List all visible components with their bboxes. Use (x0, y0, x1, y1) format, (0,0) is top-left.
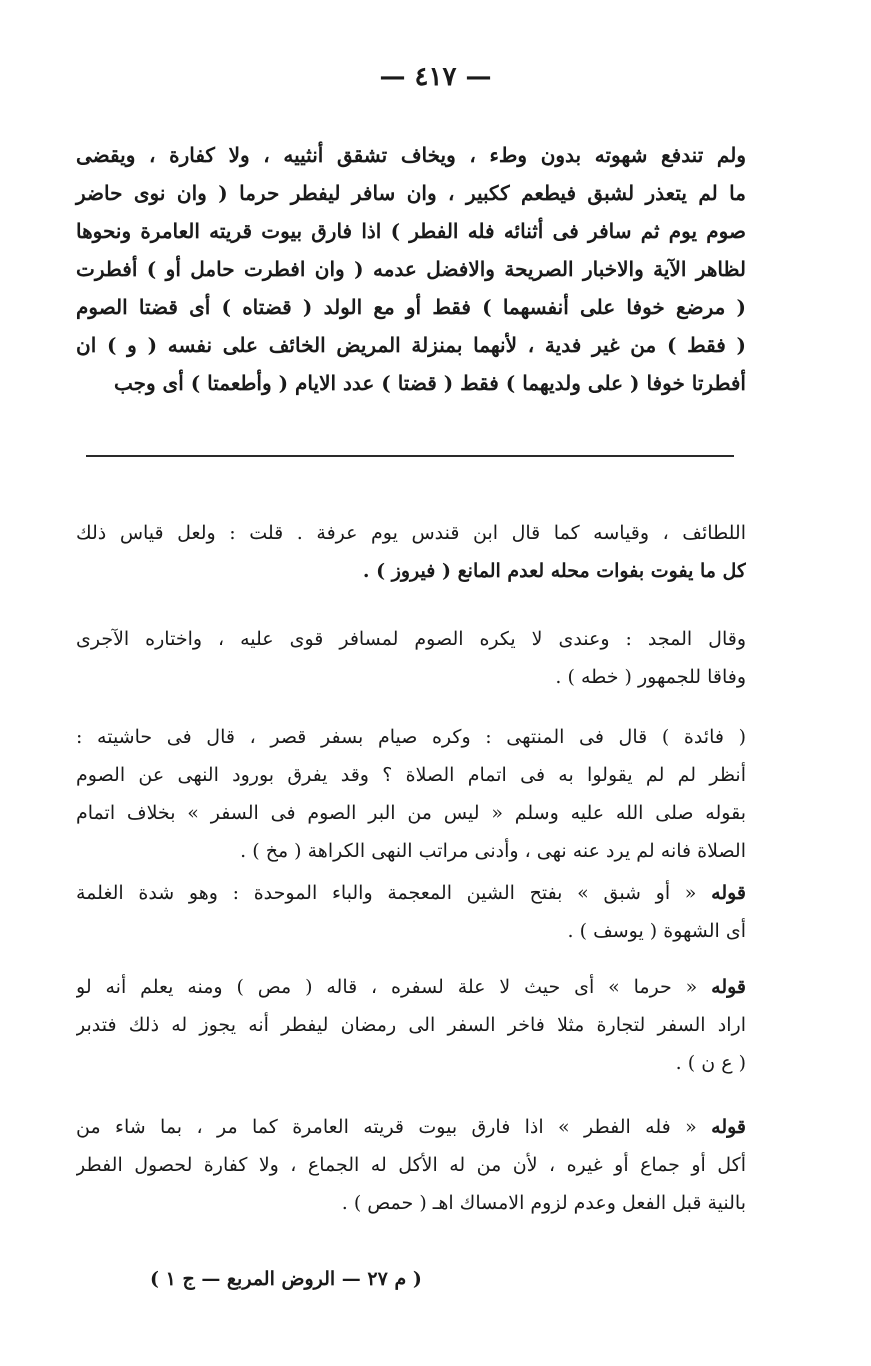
footnote-separator (86, 455, 734, 457)
main-text (76, 136, 746, 402)
note-line: بقوله صلى الله عليه وسلم « ليس من البر الصوم فى السفر » بخلاف اتمام (76, 802, 746, 824)
main-line: ولم تندفع شهوته بدون وطء ، ويخاف تشقق أنثييه ، ولا كفارة ، ويقضى (76, 143, 746, 167)
main-line: ما لم يتعذر لشبق فيطعم ككبير ، وان سافر ليفطر حرما ( وان نوى حاضر (76, 181, 746, 205)
note-keyword: قوله (711, 976, 746, 998)
note-lataif (76, 514, 746, 590)
note-keyword: قوله (711, 882, 746, 904)
note-text: « أو شبق » بفتح الشين المعجمة والباء الموحدة : وهو شدة الغلمة (76, 882, 697, 904)
note-line: وفاقا للجمهور ( خطه ) . (555, 666, 746, 688)
main-line: أفطرتا خوفا ( على ولديهما ) فقط ( قضتا ) عدد الايام ( وأطعمتا ) أى وجب (113, 371, 746, 395)
note-shabaq (76, 874, 746, 950)
page-number: — ٤١٧ — (379, 62, 492, 92)
note-line (76, 874, 746, 912)
note-line: اللطائف ، وقياسه كما قال ابن قندس يوم عرفة . قلت : ولعل قياس ذلك (76, 522, 746, 544)
main-line: ( فقط ) من غير فدية ، لأنهما بمنزلة المريض الخائف على نفسه ( و ) ان (76, 333, 746, 357)
main-line: صوم يوم ثم سافر فى أثنائه فله الفطر ) اذا فارق بيوت قريته العامرة ونحوها (76, 219, 746, 243)
note-keyword: قوله (711, 1116, 746, 1138)
note-line: أى الشهوة ( يوسف ) . (567, 920, 746, 942)
note-line: ( ع ن ) . (675, 1052, 746, 1074)
note-line: اراد السفر لتجارة مثلا فاخر السفر الى رمضان ليفطر أنه يجوز له ذلك فتدبر (76, 1014, 746, 1036)
page-footer: ( م ٢٧ — الروض المربع — ج ١ ) (150, 1268, 422, 1290)
note-line: كل ما يفوت بفوات محله لعدم المانع ( فيروز ) . (362, 560, 746, 582)
note-majd (76, 620, 746, 696)
note-text: « فله الفطر » اذا فارق بيوت قريته العامرة كما مر ، بما شاء من (76, 1116, 697, 1138)
note-line: الصلاة فانه لم يرد عنه نهى ، وأدنى مراتب النهى الكراهة ( مخ ) . (240, 840, 746, 862)
note-line (76, 968, 746, 1006)
note-harima (76, 968, 746, 1082)
note-line: وقال المجد : وعندى لا يكره الصوم لمسافر قوى عليه ، واختاره الآجرى (76, 628, 746, 650)
note-line: أكل أو جماع أو غيره ، لأن من له الأكل له الجماع ، ولا كفارة لحصول الفطر (76, 1154, 746, 1176)
main-line: ( مرضع خوفا على أنفسهما ) فقط أو مع الولد ( قضتاه ) أى قضتا الصوم (76, 295, 746, 319)
note-text: « حرما » أى حيث لا علة لسفره ، قاله ( مص ) ومنه يعلم أنه لو (76, 976, 698, 998)
note-faida (76, 718, 746, 870)
note-line: بالنية قبل الفعل وعدم لزوم الامساك اهـ ( حمص ) . (341, 1192, 746, 1214)
note-fitr (76, 1108, 746, 1222)
note-line (76, 1108, 746, 1146)
note-line: ( فائدة ) قال فى المنتهى : وكره صيام بسفر قصر ، قال فى حاشيته : (76, 726, 746, 748)
main-line: لظاهر الآية والاخبار الصريحة والافضل عدمه ( وان افطرت حامل أو ) أفطرت (76, 257, 746, 281)
note-line: أنظر لم لم يقولوا به فى اتمام الصلاة ؟ وقد يفرق بورود النهى عن الصوم (76, 764, 746, 786)
